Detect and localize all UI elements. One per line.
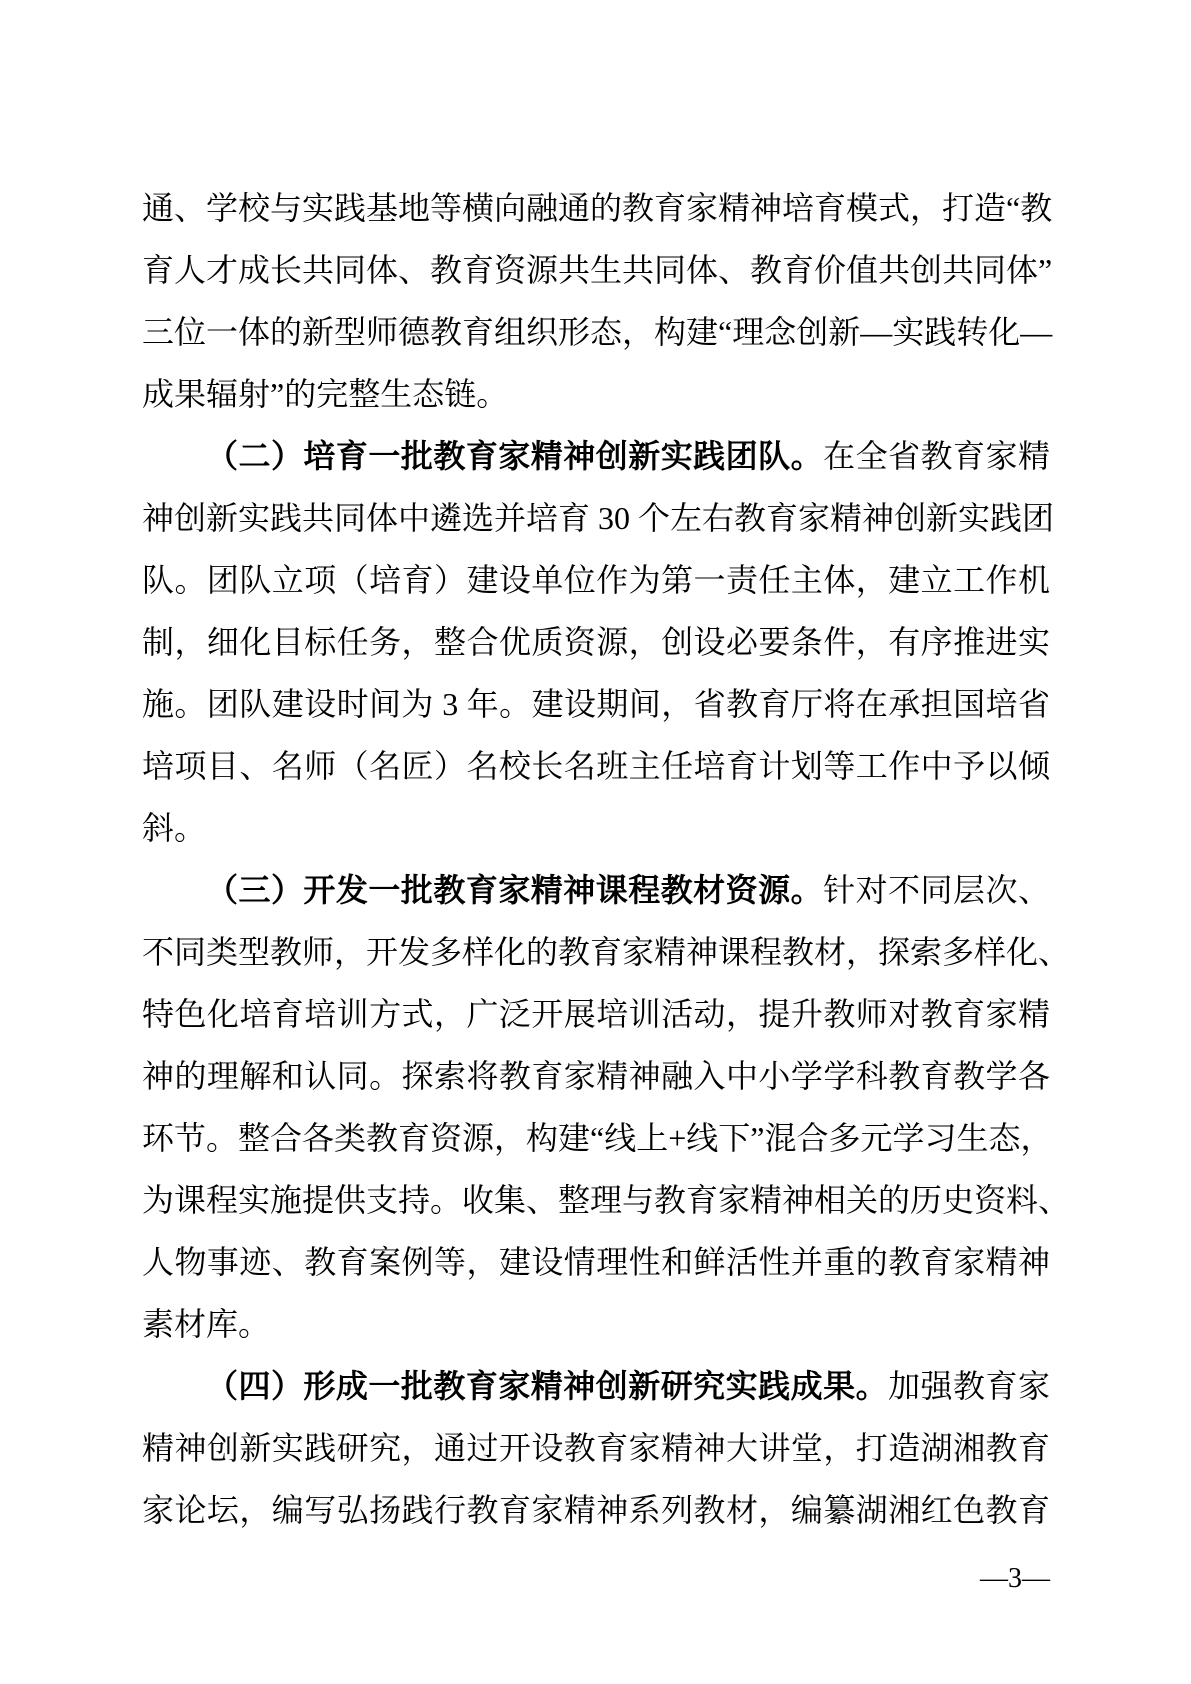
document-line [142, 859, 1050, 921]
document-line [142, 239, 1053, 301]
body-text-segment: 斜。 [142, 810, 207, 846]
body-text-segment: 特色化培育培训方式，广泛开展培训活动，提升教师对教育家精 [142, 996, 1050, 1032]
document-line [142, 1107, 1053, 1169]
document-line [142, 983, 1050, 1045]
body-text-segment: 培项目、名师（名匠）名校长名班主任培育计划等工作中予以倾 [142, 748, 1050, 784]
body-text-segment: 通、学校与实践基地等横向融通的教育家精神培育模式，打造“教 [142, 190, 1053, 226]
body-text-segment: 施。团队建设时间为 3 年。建设期间，省教育厅将在承担国培省 [142, 686, 1050, 722]
document-line [142, 797, 1050, 859]
section-heading-text: （二）培育一批教育家精神创新实践团队。 [206, 438, 824, 474]
body-text-segment: 素材库。 [142, 1306, 271, 1342]
document-line [142, 301, 1053, 363]
body-text-segment: 神创新实践共同体中遴选并培育 30 个左右教育家精神创新实践团 [142, 500, 1055, 536]
document-line [142, 1169, 1071, 1231]
body-text-segment: 制，细化目标任务，整合优质资源，创设必要条件，有序推进实 [142, 624, 1050, 660]
document-line [142, 177, 1053, 239]
document-line [142, 1293, 1050, 1355]
page-number: —3— [980, 1563, 1050, 1594]
body-text-segment: 育人才成长共同体、教育资源共生共同体、教育价值共创共同体” [142, 252, 1053, 288]
body-text-segment: 人物事迹、教育案例等，建设情理性和鲜活性并重的教育家精神 [142, 1244, 1050, 1280]
document-line [142, 363, 1050, 425]
document-line [142, 425, 1050, 487]
body-text-segment: 家论坛，编写弘扬践行教育家精神系列教材，编纂湖湘红色教育 [142, 1492, 1050, 1528]
body-text-segment: 环节。整合各类教育资源，构建“线上+线下”混合多元学习生态， [142, 1120, 1053, 1156]
section-heading-text: （四）形成一批教育家精神创新研究实践成果。 [206, 1368, 889, 1404]
document-line [142, 611, 1050, 673]
body-text-segment: 神的理解和认同。探索将教育家精神融入中小学学科教育教学各 [142, 1058, 1050, 1094]
body-text-segment: 精神创新实践研究，通过开设教育家精神大讲堂，打造湖湘教育 [142, 1430, 1050, 1466]
document-line [142, 487, 1055, 549]
body-text-segment: 为课程实施提供支持。收集、整理与教育家精神相关的历史资料、 [142, 1182, 1071, 1218]
body-text-segment: 队。团队立项（培育）建设单位作为第一责任主体，建立工作机 [142, 562, 1050, 598]
document-line [142, 1417, 1050, 1479]
document-line [142, 673, 1050, 735]
body-text-segment: 不同类型教师，开发多样化的教育家精神课程教材，探索多样化、 [142, 934, 1071, 970]
section-heading-text: （三）开发一批教育家精神课程教材资源。 [206, 872, 824, 908]
document-line [142, 1045, 1050, 1107]
document-body [142, 177, 1071, 1541]
document-line [142, 1231, 1050, 1293]
document-line [142, 735, 1050, 797]
body-text-segment: 加强教育家 [888, 1368, 1050, 1404]
body-text-segment: 针对不同层次、 [823, 872, 1050, 908]
document-line [142, 1479, 1050, 1541]
body-text-segment: 在全省教育家精 [823, 438, 1050, 474]
document-line [142, 1355, 1050, 1417]
document-line [142, 921, 1071, 983]
body-text-segment: 成果辐射”的完整生态链。 [142, 376, 509, 412]
body-text-segment: 三位一体的新型师德教育组织形态，构建“理念创新—实践转化— [142, 314, 1053, 350]
document-line [142, 549, 1050, 611]
